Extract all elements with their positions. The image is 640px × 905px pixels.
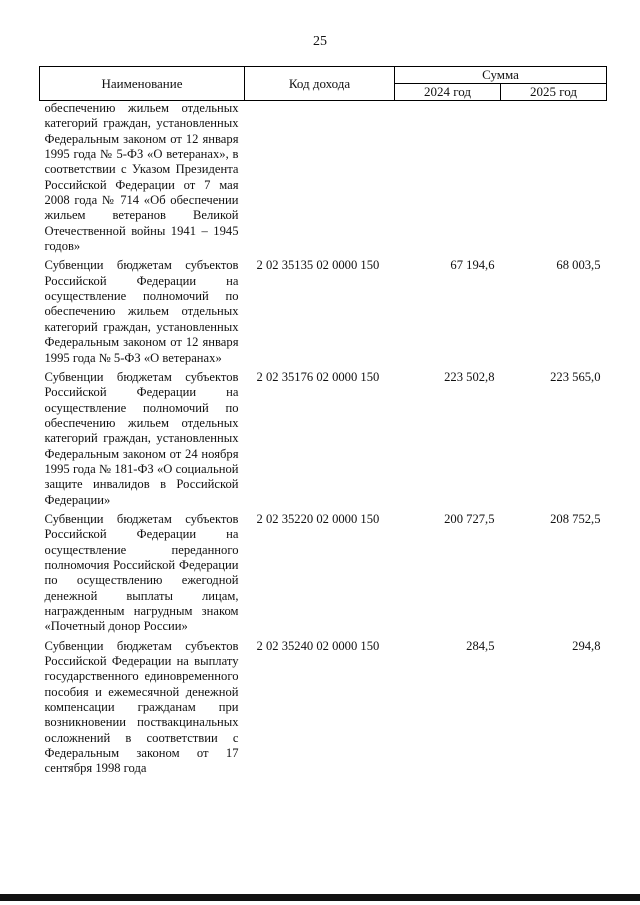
header-year-2025: 2025 год	[501, 84, 607, 101]
row-code	[245, 101, 395, 259]
table-row	[40, 370, 607, 512]
row-value-2025: 223 565,0	[550, 369, 601, 384]
row-name: Субвенции бюджетам субъектов Российской Федерации на осуществление полномочий по обеспечению жильем отдельных категорий граждан, установленных Федеральным законом от 12 января 1995 года № 5-ФЗ «О ветеранах»	[44, 258, 239, 365]
table-row	[40, 101, 607, 259]
row-value-2024: 200 727,5	[444, 511, 495, 526]
row-value-2024: 284,5	[466, 638, 495, 653]
row-name: Субвенции бюджетам субъектов Российской Федерации на осуществление переданного полномочия Российской Федерации по осуществлению ежегодной денежной выплаты лицам, награжденным нагрудным знаком «Почетный донор России»	[44, 511, 239, 634]
row-code: 2 02 35135 02 0000 150	[256, 258, 380, 273]
page-number: 25	[313, 34, 327, 49]
row-name: Субвенции бюджетам субъектов Российской Федерации на выплату государственного единовременного пособия и ежемесячной денежной компенсации гражданам при возникновении поствакцинальных осложнений в соответствии с Федеральным законом от 17 сентября 1998 года	[44, 638, 239, 776]
row-value-2025: 294,8	[572, 638, 601, 653]
row-name: обеспечению жильем отдельных категорий граждан, установленных Федеральным законом от 12 января 1995 года № 5-ФЗ «О ветеранах», в соответствии с Указом Президента Российской Федерации от 7 мая 2008 года № 714 «Об обеспечении жильем ветеранов Великой Отечественной войны 1941 – 1945 годов»	[44, 101, 239, 254]
row-value-2025: 68 003,5	[556, 258, 601, 273]
header-name: Наименование	[40, 67, 245, 101]
row-name: Субвенции бюджетам субъектов Российской Федерации на осуществление полномочий по обеспечению жильем отдельных категорий граждан, установленных Федеральным законом от 24 ноября 1995 года № 181-ФЗ «О социальной защите инвалидов в Российской Федерации»	[44, 369, 239, 507]
row-code: 2 02 35240 02 0000 150	[256, 638, 380, 653]
table-row	[40, 512, 607, 639]
table-header-row	[40, 67, 607, 84]
row-value-2025: 208 752,5	[550, 511, 601, 526]
row-value-2025	[501, 101, 607, 259]
row-value-2024	[395, 101, 501, 259]
table-row	[40, 639, 607, 781]
budget-table	[39, 66, 607, 781]
row-value-2024: 67 194,6	[450, 258, 495, 273]
header-code: Код дохода	[245, 67, 395, 101]
header-sum: Сумма	[395, 67, 607, 84]
table-row	[40, 258, 607, 369]
row-code: 2 02 35220 02 0000 150	[256, 511, 380, 526]
header-year-2024: 2024 год	[395, 84, 501, 101]
row-code: 2 02 35176 02 0000 150	[256, 369, 380, 384]
page-bottom-bar	[0, 894, 640, 901]
row-value-2024: 223 502,8	[444, 369, 495, 384]
